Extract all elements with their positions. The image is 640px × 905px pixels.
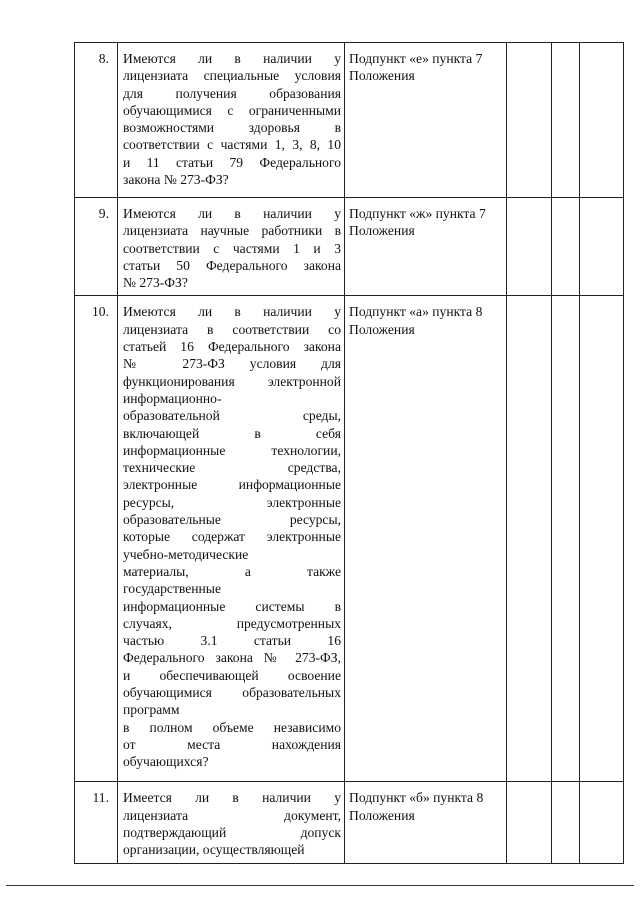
question-line: образовательной среды, (123, 408, 341, 424)
question-cell (118, 198, 345, 296)
question-line: от места нахождения (123, 736, 341, 752)
question-line: случаях, предусмотренных (123, 615, 341, 631)
question-cell (118, 296, 345, 782)
reference-cell (345, 782, 507, 863)
question-line: Имеются ли в наличии у (123, 304, 341, 320)
answer-na-cell (580, 198, 624, 296)
answer-na-cell (580, 782, 624, 863)
reference-cell (345, 43, 507, 198)
question-line: обучающимися образовательных (123, 685, 341, 701)
question-line: № 273-ФЗ? (123, 275, 188, 291)
answer-no-cell (552, 782, 580, 863)
question-line: статьи 50 Федерального закона (123, 257, 341, 273)
question-line: подтверждающий допуск (123, 825, 341, 841)
reference-line: Положения (349, 807, 415, 823)
question-line: информационно- (123, 390, 222, 406)
footer-divider (6, 885, 634, 886)
checklist-table (74, 42, 624, 864)
row-number: 11. (75, 782, 118, 863)
reference-line: Положения (349, 223, 415, 239)
table-row (75, 782, 624, 863)
question-line: в полном объеме независимо (123, 719, 341, 735)
question-line: лицензиата в соответствии со (123, 321, 341, 337)
question-line: ресурсы, электронные (123, 494, 341, 510)
question-line: соответствии с частями 1 и 3 (123, 240, 341, 256)
question-cell (118, 782, 345, 863)
reference-line: Подпункт «ж» пункта 7 (349, 206, 486, 221)
question-line: № 273-ФЗ условия для (123, 356, 341, 372)
table-row (75, 296, 624, 782)
question-line: государственные (123, 581, 221, 597)
question-line: частью 3.1 статьи 16 (123, 633, 341, 649)
question-line: лицензиата документ, (123, 807, 341, 823)
question-line: учебно-методические (123, 546, 249, 562)
row-number: 9. (75, 198, 118, 296)
question-line: которые содержат электронные (123, 529, 341, 545)
row-number: 10. (75, 296, 118, 782)
answer-na-cell (580, 296, 624, 782)
table-row (75, 43, 624, 198)
answer-yes-cell (507, 296, 552, 782)
question-line: информационные технологии, (123, 442, 341, 458)
question-line: закона № 273-ФЗ? (123, 172, 229, 188)
question-line: Федерального закона № 273-ФЗ, (123, 650, 341, 666)
checklist-rows (75, 43, 624, 864)
question-line: соответствии с частями 1, 3, 8, 10 (123, 137, 341, 153)
question-line: Имеется ли в наличии у (123, 790, 341, 806)
answer-yes-cell (507, 198, 552, 296)
reference-line: Подпункт «а» пункта 8 (349, 304, 483, 320)
question-line: лицензиата специальные условия (123, 68, 341, 84)
table-row (75, 198, 624, 296)
question-line: Имеются ли в наличии у (123, 51, 341, 66)
question-line: функционирования электронной (123, 373, 341, 389)
question-line: технические средства, (123, 460, 341, 476)
question-cell (118, 43, 345, 198)
answer-na-cell (580, 43, 624, 198)
question-line: включающей в себя (123, 425, 341, 441)
reference-line: Положения (349, 321, 415, 337)
reference-line: Подпункт «е» пункта 7 (349, 51, 483, 66)
question-line: материалы, а также (123, 563, 341, 579)
question-line: обучающимися с ограниченными (123, 102, 341, 118)
question-line: организации, осуществляющей (123, 842, 305, 858)
question-line: электронные информационные (123, 477, 341, 493)
question-line: Имеются ли в наличии у (123, 206, 341, 221)
answer-no-cell (552, 198, 580, 296)
reference-cell (345, 296, 507, 782)
answer-no-cell (552, 43, 580, 198)
question-line: для получения образования (123, 85, 341, 101)
row-number: 8. (75, 43, 118, 198)
answer-yes-cell (507, 43, 552, 198)
question-line: возможностями здоровья в (123, 120, 341, 136)
reference-line: Подпункт «б» пункта 8 (349, 790, 484, 806)
reference-cell (345, 198, 507, 296)
question-line: статьей 16 Федерального закона (123, 339, 341, 355)
question-line: лицензиата научные работники в (123, 223, 341, 239)
question-line: программ (123, 702, 180, 718)
question-line: обучающихся? (123, 754, 209, 770)
answer-no-cell (552, 296, 580, 782)
reference-line: Положения (349, 68, 415, 84)
question-line: образовательные ресурсы, (123, 512, 341, 528)
answer-yes-cell (507, 782, 552, 863)
question-line: и обеспечивающей освоение (123, 667, 341, 683)
question-line: информационные системы в (123, 598, 341, 614)
question-line: и 11 статьи 79 Федерального (123, 154, 341, 170)
